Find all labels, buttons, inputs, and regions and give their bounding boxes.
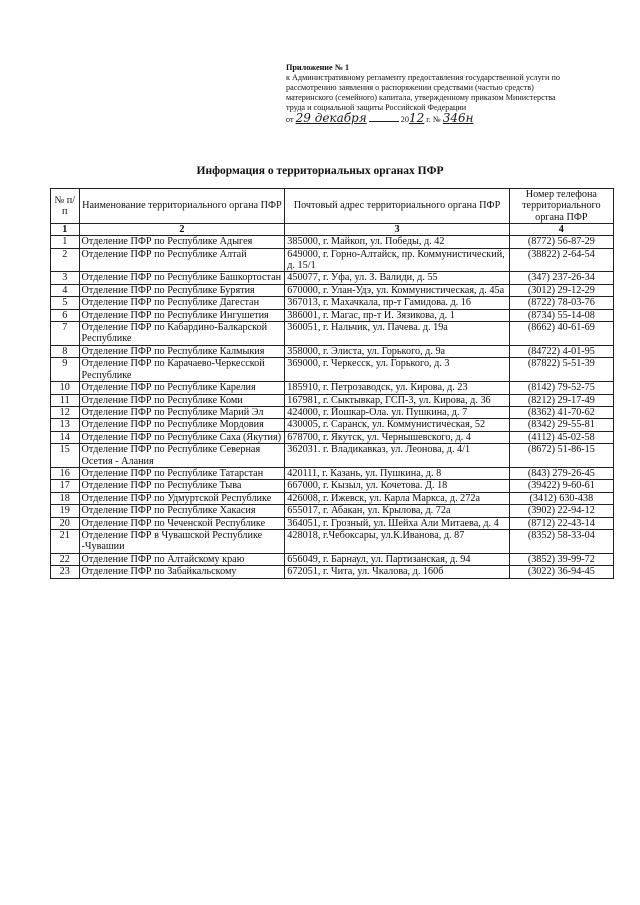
appendix-line: материнского (семейного) капитала, утвержденному приказом Министерства — [286, 93, 556, 102]
appendix-date-line — [286, 113, 606, 125]
year-suffix: г. № — [426, 115, 441, 124]
row-number: 3 — [51, 272, 80, 284]
table-row — [51, 322, 614, 346]
office-phone: (8142) 79-52-75 — [509, 382, 613, 394]
column-index: 2 — [79, 224, 285, 236]
office-name: Отделение ПФР по Республике Дагестан — [79, 297, 285, 309]
office-phone: (347) 237-26-34 — [509, 272, 613, 284]
office-address: 649000, г. Горно-Алтайск, пр. Коммунистический, д. 15/1 — [285, 248, 509, 272]
row-number: 9 — [51, 358, 80, 382]
row-number: 1 — [51, 236, 80, 248]
table-row — [51, 248, 614, 272]
office-address: 672051, г. Чита, ул. Чкалова, д. 160б — [285, 566, 509, 578]
office-phone: (8722) 78-03-76 — [509, 297, 613, 309]
office-address: 428018, г.Чебоксары, ул.К.Иванова, д. 87 — [285, 529, 509, 553]
table-row — [51, 553, 614, 565]
office-address: 185910, г. Петрозаводск, ул. Кирова, д. 23 — [285, 382, 509, 394]
row-number: 8 — [51, 345, 80, 357]
table-row — [51, 419, 614, 431]
office-address: 424000, г. Йошкар-Ола. ул. Пушкина, д. 7 — [285, 406, 509, 418]
office-name: Отделение ПФР по Республике Алтай — [79, 248, 285, 272]
office-phone: (843) 279-26-45 — [509, 467, 613, 479]
office-name: Отделение ПФР по Республике Бурятия — [79, 284, 285, 296]
office-address: 420111, г. Казань, ул. Пушкина, д. 8 — [285, 467, 509, 479]
table-row — [51, 284, 614, 296]
date-underline — [369, 121, 399, 122]
office-phone: (8672) 51-86-15 — [509, 444, 613, 468]
office-phone: (8662) 40-61-69 — [509, 322, 613, 346]
table-header-row — [51, 189, 614, 224]
office-name: Отделение ПФР по Чеченской Республике — [79, 517, 285, 529]
office-phone: (8342) 29-55-81 — [509, 419, 613, 431]
office-phone: (8734) 55-14-08 — [509, 309, 613, 321]
office-name: Отделение ПФР по Республике Тыва — [79, 480, 285, 492]
table-row — [51, 505, 614, 517]
office-phone: (8772) 56-87-29 — [509, 236, 613, 248]
office-address: 360051, г. Нальчик, ул. Пачева. д. 19а — [285, 322, 509, 346]
office-phone: (38822) 2-64-54 — [509, 248, 613, 272]
office-name: Отделение ПФР по Республике Северная Осетия - Алания — [79, 444, 285, 468]
office-address: 386001, г. Магас, пр-т И. Зязикова, д. 1 — [285, 309, 509, 321]
office-phone: (8352) 58-33-04 — [509, 529, 613, 553]
column-index: 1 — [51, 224, 80, 236]
handwritten-order-number: 346н — [442, 111, 474, 125]
row-number: 13 — [51, 419, 80, 431]
row-number: 16 — [51, 467, 80, 479]
office-address: 655017, г. Абакан, ул. Крылова, д. 72а — [285, 505, 509, 517]
office-name: Отделение ПФР по Удмуртской Республике — [79, 492, 285, 504]
row-number: 7 — [51, 322, 80, 346]
table-row — [51, 480, 614, 492]
date-prefix: от — [286, 115, 294, 124]
table-row — [51, 272, 614, 284]
table-row — [51, 467, 614, 479]
row-number: 5 — [51, 297, 80, 309]
office-phone: (8712) 22-43-14 — [509, 517, 613, 529]
table-row — [51, 529, 614, 553]
row-number: 23 — [51, 566, 80, 578]
office-name: Отделение ПФР по Республике Ингушетия — [79, 309, 285, 321]
office-phone: (39422) 9-60-61 — [509, 480, 613, 492]
office-address: 167981, г. Сыктывкар, ГСП-3, ул. Кирова, д. 36 — [285, 394, 509, 406]
header-address: Почтовый адрес территориального органа ПФР — [285, 189, 509, 224]
office-phone: (3012) 29-12-29 — [509, 284, 613, 296]
office-name: Отделение ПФР по Республике Башкортостан — [79, 272, 285, 284]
office-name: Отделение ПФР по Республике Марий Эл — [79, 406, 285, 418]
table-body — [51, 236, 614, 578]
header-num: № п/п — [51, 189, 80, 224]
office-name: Отделение ПФР по Республике Татарстан — [79, 467, 285, 479]
row-number: 6 — [51, 309, 80, 321]
office-address: 656049, г. Барнаул, ул. Партизанская, д. 94 — [285, 553, 509, 565]
table-row — [51, 345, 614, 357]
table-row — [51, 431, 614, 443]
office-name: Отделение ПФР по Республике Калмыкия — [79, 345, 285, 357]
office-phone: (8212) 29-17-49 — [509, 394, 613, 406]
row-number: 12 — [51, 406, 80, 418]
table-row — [51, 406, 614, 418]
office-address: 358000, г. Элиста, ул. Горького, д. 9а — [285, 345, 509, 357]
office-name: Отделение ПФР по Алтайскому краю — [79, 553, 285, 565]
office-name: Отделение ПФР по Республике Карелия — [79, 382, 285, 394]
row-number: 18 — [51, 492, 80, 504]
row-number: 17 — [51, 480, 80, 492]
office-phone: (87822) 5-51-39 — [509, 358, 613, 382]
office-phone: (4112) 45-02-58 — [509, 431, 613, 443]
row-number: 11 — [51, 394, 80, 406]
header-name: Наименование территориального органа ПФР — [79, 189, 285, 224]
office-address: 678700, г. Якутск, ул. Чернышевского, д. 4 — [285, 431, 509, 443]
header-phone: Номер телефона территориального органа ПФР — [509, 189, 613, 224]
table-row — [51, 297, 614, 309]
appendix-heading: Приложение № 1 — [286, 63, 350, 72]
table-row — [51, 382, 614, 394]
office-address: 430005, г. Саранск, ул. Коммунистическая, 52 — [285, 419, 509, 431]
row-number: 4 — [51, 284, 80, 296]
year-prefix: 20 — [400, 115, 409, 124]
appendix-block — [286, 63, 606, 125]
office-name: Отделение ПФР по Республике Хакасия — [79, 505, 285, 517]
office-phone: (3412) 630-438 — [509, 492, 613, 504]
table-row — [51, 566, 614, 578]
row-number: 15 — [51, 444, 80, 468]
office-name: Отделение ПФР в Чувашской Республике -Чувашии — [79, 529, 285, 553]
document-title: Информация о территориальных органах ПФР — [196, 165, 444, 177]
office-address: 385000, г. Майкоп, ул. Победы, д. 42 — [285, 236, 509, 248]
office-address: 369000, г. Черкесск, ул. Горького, д. 3 — [285, 358, 509, 382]
pfr-offices-table — [50, 188, 614, 579]
office-phone: (3852) 39-99-72 — [509, 553, 613, 565]
handwritten-year: 12 — [408, 111, 425, 125]
office-name: Отделение ПФР по Кабардино-Балкарской Республике — [79, 322, 285, 346]
table-row — [51, 358, 614, 382]
office-name: Отделение ПФР по Карачаево-Черкесской Республике — [79, 358, 285, 382]
office-address: 362031. г. Владикавказ, ул. Леонова, д. 4/1 — [285, 444, 509, 468]
column-index: 3 — [285, 224, 509, 236]
row-number: 2 — [51, 248, 80, 272]
row-number: 21 — [51, 529, 80, 553]
appendix-line: рассмотрению заявления о распоряжении средствами (частью средств) — [286, 83, 534, 92]
office-address: 364051, г. Грозный, ул. Шейха Али Митаева, д. 4 — [285, 517, 509, 529]
office-name: Отделение ПФР по Забайкальскому — [79, 566, 285, 578]
table-row — [51, 236, 614, 248]
table-row — [51, 394, 614, 406]
handwritten-date: 29 декабря — [295, 111, 367, 125]
office-address: 450077, г. Уфа, ул. З. Валиди, д. 55 — [285, 272, 509, 284]
table-row — [51, 309, 614, 321]
column-index: 4 — [509, 224, 613, 236]
office-name: Отделение ПФР по Республике Мордовия — [79, 419, 285, 431]
appendix-line: труда и социальной защиты Российской Федерации — [286, 103, 467, 112]
office-name: Отделение ПФР по Республике Адыгея — [79, 236, 285, 248]
row-number: 22 — [51, 553, 80, 565]
column-index-row — [51, 224, 614, 236]
row-number: 10 — [51, 382, 80, 394]
table-row — [51, 492, 614, 504]
office-name: Отделение ПФР по Республике Коми — [79, 394, 285, 406]
row-number: 14 — [51, 431, 80, 443]
office-phone: (3022) 36-94-45 — [509, 566, 613, 578]
office-name: Отделение ПФР по Республике Саха (Якутия) — [79, 431, 285, 443]
office-phone: (3902) 22-94-12 — [509, 505, 613, 517]
row-number: 20 — [51, 517, 80, 529]
office-address: 670000, г. Улан-Удэ, ул. Коммунистическая, д. 45а — [285, 284, 509, 296]
table-row — [51, 517, 614, 529]
appendix-line: к Административному регламенту предоставления государственной услуги по — [286, 73, 560, 82]
row-number: 19 — [51, 505, 80, 517]
office-address: 667000, г. Кызыл, ул. Кочетова. Д. 18 — [285, 480, 509, 492]
office-phone: (84722) 4-01-95 — [509, 345, 613, 357]
table-row — [51, 444, 614, 468]
office-address: 367013, г. Махачкала, пр-т Гамидова. д. 16 — [285, 297, 509, 309]
office-address: 426008, г. Ижевск, ул. Карла Маркса, д. 272а — [285, 492, 509, 504]
office-phone: (8362) 41-70-62 — [509, 406, 613, 418]
